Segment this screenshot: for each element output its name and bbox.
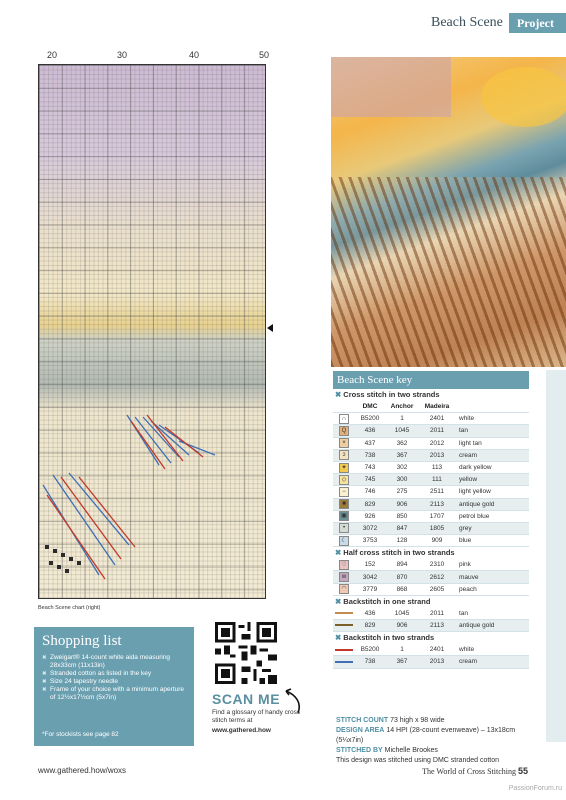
key-dmc-cell: 3072 xyxy=(355,522,385,534)
stockists-note: *For stockists see page 82 xyxy=(42,731,119,738)
key-body xyxy=(333,389,529,669)
qr-code-icon xyxy=(215,622,277,684)
cross-icon: ✖ xyxy=(335,596,342,606)
section-tag: Project xyxy=(509,13,566,33)
symbol-cell xyxy=(333,474,355,486)
key-name-cell: cream xyxy=(455,656,529,668)
key-anchor-cell: 1 xyxy=(385,644,419,656)
key-anchor-cell: 367 xyxy=(385,656,419,668)
shopping-title: Shopping list xyxy=(42,633,122,649)
stitch-symbol-icon: × xyxy=(339,438,349,448)
key-name-cell: tan xyxy=(455,608,529,620)
stitched-by: Michelle Brookes xyxy=(384,747,438,754)
stitch-symbol-icon: ◠ xyxy=(339,584,349,594)
symbol-cell xyxy=(333,461,355,473)
symbol-cell xyxy=(333,644,355,656)
symbol-cell xyxy=(333,535,355,547)
stitch-key xyxy=(333,371,529,669)
scale-label: 50 xyxy=(258,50,270,60)
section-title: Beach Scene xyxy=(430,15,503,30)
backstitch-line-icon xyxy=(335,624,353,626)
key-madeira-cell: 2012 xyxy=(419,437,455,449)
cross-icon: ✖ xyxy=(335,548,342,558)
stitch-symbol-icon: • xyxy=(339,523,349,533)
photo-sun xyxy=(481,67,566,127)
key-table xyxy=(333,644,529,668)
key-header-row xyxy=(333,401,529,413)
shopping-items xyxy=(34,654,194,702)
key-dmc-cell: 738 xyxy=(355,656,385,668)
section-heading-text: Half cross stitch in two strands xyxy=(343,548,455,558)
key-row xyxy=(333,620,529,632)
symbol-cell xyxy=(333,656,355,668)
stitch-symbol-icon: ∩ xyxy=(339,414,349,424)
key-madeira-cell: 2113 xyxy=(419,620,455,632)
key-row xyxy=(333,559,529,571)
cross-stitch-chart xyxy=(38,50,270,599)
key-row xyxy=(333,608,529,620)
header-cell: Madeira xyxy=(419,401,455,413)
symbol-cell xyxy=(333,608,355,620)
symbol-cell xyxy=(333,425,355,437)
stitched-by-label: STITCHED BY xyxy=(336,747,383,754)
symbol-cell xyxy=(333,449,355,461)
key-madeira-cell: 2605 xyxy=(419,583,455,595)
key-dmc-cell: 3779 xyxy=(355,583,385,595)
header-cell: Anchor xyxy=(385,401,419,413)
key-row xyxy=(333,486,529,498)
photo-sky xyxy=(331,57,451,117)
magazine-title: The World of Cross Stitching xyxy=(422,767,516,776)
key-dmc-cell: 436 xyxy=(355,608,385,620)
key-row xyxy=(333,498,529,510)
key-madeira-cell: 2612 xyxy=(419,571,455,583)
key-madeira-cell: 2113 xyxy=(419,498,455,510)
key-name-cell: tan xyxy=(455,425,529,437)
key-dmc-cell: 152 xyxy=(355,559,385,571)
key-madeira-cell: 2511 xyxy=(419,486,455,498)
page-number: 55 xyxy=(517,766,528,776)
scan-block xyxy=(212,691,302,735)
stitch-count: 73 high x 98 wide xyxy=(390,717,445,724)
key-anchor-cell: 275 xyxy=(385,486,419,498)
key-name-cell: dark yellow xyxy=(455,461,529,473)
scale-label: 30 xyxy=(116,50,128,60)
key-name-cell: petrol blue xyxy=(455,510,529,522)
photo-grass xyxy=(331,177,566,367)
key-table xyxy=(333,401,529,547)
cross-icon: ✖ xyxy=(335,390,342,399)
key-name-cell: white xyxy=(455,644,529,656)
header-cell xyxy=(333,401,355,413)
key-row xyxy=(333,413,529,425)
scan-url[interactable]: www.gathered.how xyxy=(212,727,271,734)
key-dmc-cell: 436 xyxy=(355,425,385,437)
key-dmc-cell: B5200 xyxy=(355,644,385,656)
key-madeira-cell: 111 xyxy=(419,474,455,486)
key-name-cell: mauve xyxy=(455,571,529,583)
footer-magazine xyxy=(422,766,528,776)
key-notes xyxy=(336,716,536,766)
stitch-symbol-icon: Q xyxy=(339,426,349,436)
key-dmc-cell: 829 xyxy=(355,620,385,632)
key-row xyxy=(333,583,529,595)
key-dmc-cell: 437 xyxy=(355,437,385,449)
key-row xyxy=(333,425,529,437)
section-heading-text: Cross stitch in two strands xyxy=(343,390,440,399)
key-name-cell: grey xyxy=(455,522,529,534)
key-table xyxy=(333,608,529,632)
design-area-label: DESIGN AREA xyxy=(336,727,385,734)
symbol-cell xyxy=(333,486,355,498)
key-madeira-cell: 909 xyxy=(419,535,455,547)
thread-note: This design was stitched using DMC stranded cotton xyxy=(336,757,500,764)
scan-title: SCAN ME xyxy=(212,691,281,707)
symbol-cell xyxy=(333,620,355,632)
key-row xyxy=(333,437,529,449)
key-row xyxy=(333,522,529,534)
key-anchor-cell: 870 xyxy=(385,571,419,583)
key-section-heading xyxy=(333,632,529,644)
scan-text: Find a glossary of handy cross stitch terms at xyxy=(212,709,301,724)
backstitch-line-icon xyxy=(335,649,353,651)
key-name-cell: white xyxy=(455,413,529,425)
stitch-count-label: STITCH COUNT xyxy=(336,717,389,724)
key-madeira-cell: 2310 xyxy=(419,559,455,571)
key-anchor-cell: 362 xyxy=(385,437,419,449)
symbol-cell xyxy=(333,559,355,571)
stitch-symbol-icon: ♡ xyxy=(339,560,349,570)
key-anchor-cell: 128 xyxy=(385,535,419,547)
side-strip xyxy=(546,370,566,742)
scale-label: 20 xyxy=(46,50,58,60)
scale-label: 40 xyxy=(188,50,200,60)
key-dmc-cell: 745 xyxy=(355,474,385,486)
backstitch-lines xyxy=(39,65,267,600)
key-anchor-cell: 850 xyxy=(385,510,419,522)
page-header xyxy=(431,14,566,32)
header-cell: DMC xyxy=(355,401,385,413)
symbol-cell xyxy=(333,510,355,522)
key-dmc-cell: 3753 xyxy=(355,535,385,547)
key-anchor-cell: 906 xyxy=(385,620,419,632)
key-anchor-cell: 847 xyxy=(385,522,419,534)
stitch-symbol-icon: ■ xyxy=(339,499,349,509)
footer-url[interactable]: www.gathered.how/woxs xyxy=(38,766,127,775)
key-madeira-cell: 113 xyxy=(419,461,455,473)
section-heading-text: Backstitch in two strands xyxy=(343,633,435,643)
key-section-heading xyxy=(333,596,529,608)
key-anchor-cell: 894 xyxy=(385,559,419,571)
chart-grid xyxy=(38,64,266,599)
key-madeira-cell: 2013 xyxy=(419,656,455,668)
symbol-cell xyxy=(333,583,355,595)
shopping-item: ✖ Size 24 tapestry needle xyxy=(42,678,186,686)
key-madeira-cell: 1805 xyxy=(419,522,455,534)
cross-icon: ✖ xyxy=(335,633,342,643)
watermark: PassionForum.ru xyxy=(508,785,562,792)
key-anchor-cell: 300 xyxy=(385,474,419,486)
key-anchor-cell: 1045 xyxy=(385,608,419,620)
shopping-item: ✖ Frame of your choice with a minimum aperture of 12½x17½cm (5x7in) xyxy=(42,686,186,702)
key-row xyxy=(333,510,529,522)
key-name-cell: yellow xyxy=(455,474,529,486)
key-dmc-cell: 743 xyxy=(355,461,385,473)
key-madeira-cell: 1707 xyxy=(419,510,455,522)
key-dmc-cell: 829 xyxy=(355,498,385,510)
key-name-cell: antique gold xyxy=(455,620,529,632)
stitch-symbol-icon: ☾ xyxy=(339,536,349,546)
key-row xyxy=(333,474,529,486)
key-madeira-cell: 2011 xyxy=(419,425,455,437)
stitch-symbol-icon: w xyxy=(339,572,349,582)
key-row xyxy=(333,461,529,473)
key-anchor-cell: 1 xyxy=(385,413,419,425)
shopping-item: ✖ Stranded cotton as listed in the key xyxy=(42,670,186,678)
backstitch-line-icon xyxy=(335,661,353,663)
key-dmc-cell: B5200 xyxy=(355,413,385,425)
key-name-cell: antique gold xyxy=(455,498,529,510)
key-dmc-cell: 3042 xyxy=(355,571,385,583)
key-madeira-cell: 2401 xyxy=(419,644,455,656)
qr-code[interactable] xyxy=(215,622,277,684)
stitch-symbol-icon: ✦ xyxy=(339,463,349,473)
key-dmc-cell: 738 xyxy=(355,449,385,461)
symbol-cell xyxy=(333,522,355,534)
design-area: 14 HPI (28-count evenweave) – 13x18cm (5¼x7in) xyxy=(336,727,516,744)
key-anchor-cell: 906 xyxy=(385,498,419,510)
key-name-cell: peach xyxy=(455,583,529,595)
key-name-cell: light yellow xyxy=(455,486,529,498)
symbol-cell xyxy=(333,571,355,583)
key-anchor-cell: 1045 xyxy=(385,425,419,437)
shopping-list xyxy=(34,627,194,746)
key-name-cell: blue xyxy=(455,535,529,547)
stitch-symbol-icon: − xyxy=(339,487,349,497)
key-dmc-cell: 746 xyxy=(355,486,385,498)
key-anchor-cell: 868 xyxy=(385,583,419,595)
symbol-cell xyxy=(333,498,355,510)
stitch-symbol-icon: ◇ xyxy=(339,475,349,485)
stitch-symbol-icon: ɔ xyxy=(339,450,349,460)
chart-scale xyxy=(38,50,270,60)
symbol-cell xyxy=(333,413,355,425)
key-row xyxy=(333,449,529,461)
key-anchor-cell: 367 xyxy=(385,449,419,461)
key-section-heading xyxy=(333,547,529,559)
header-cell xyxy=(455,401,529,413)
section-heading-text: Backstitch in one strand xyxy=(343,596,431,606)
key-name-cell: cream xyxy=(455,449,529,461)
key-section-heading xyxy=(333,389,529,401)
key-row xyxy=(333,535,529,547)
key-madeira-cell: 2011 xyxy=(419,608,455,620)
key-name-cell: light tan xyxy=(455,437,529,449)
key-dmc-cell: 926 xyxy=(355,510,385,522)
center-arrow-icon xyxy=(267,324,273,332)
key-title: Beach Scene key xyxy=(333,371,529,389)
stitched-photo xyxy=(331,57,566,367)
stitch-symbol-icon: ▣ xyxy=(339,511,349,521)
key-row xyxy=(333,644,529,656)
key-anchor-cell: 302 xyxy=(385,461,419,473)
symbol-cell xyxy=(333,437,355,449)
shopping-item: ✖ Zweigart® 14-count white aida measuring 28x33cm (11x13in) xyxy=(42,654,186,670)
key-row xyxy=(333,656,529,668)
key-madeira-cell: 2401 xyxy=(419,413,455,425)
key-madeira-cell: 2013 xyxy=(419,449,455,461)
key-row xyxy=(333,571,529,583)
key-name-cell: pink xyxy=(455,559,529,571)
key-table xyxy=(333,559,529,596)
backstitch-line-icon xyxy=(335,612,353,614)
chart-caption: Beach Scene chart (right) xyxy=(38,605,101,611)
